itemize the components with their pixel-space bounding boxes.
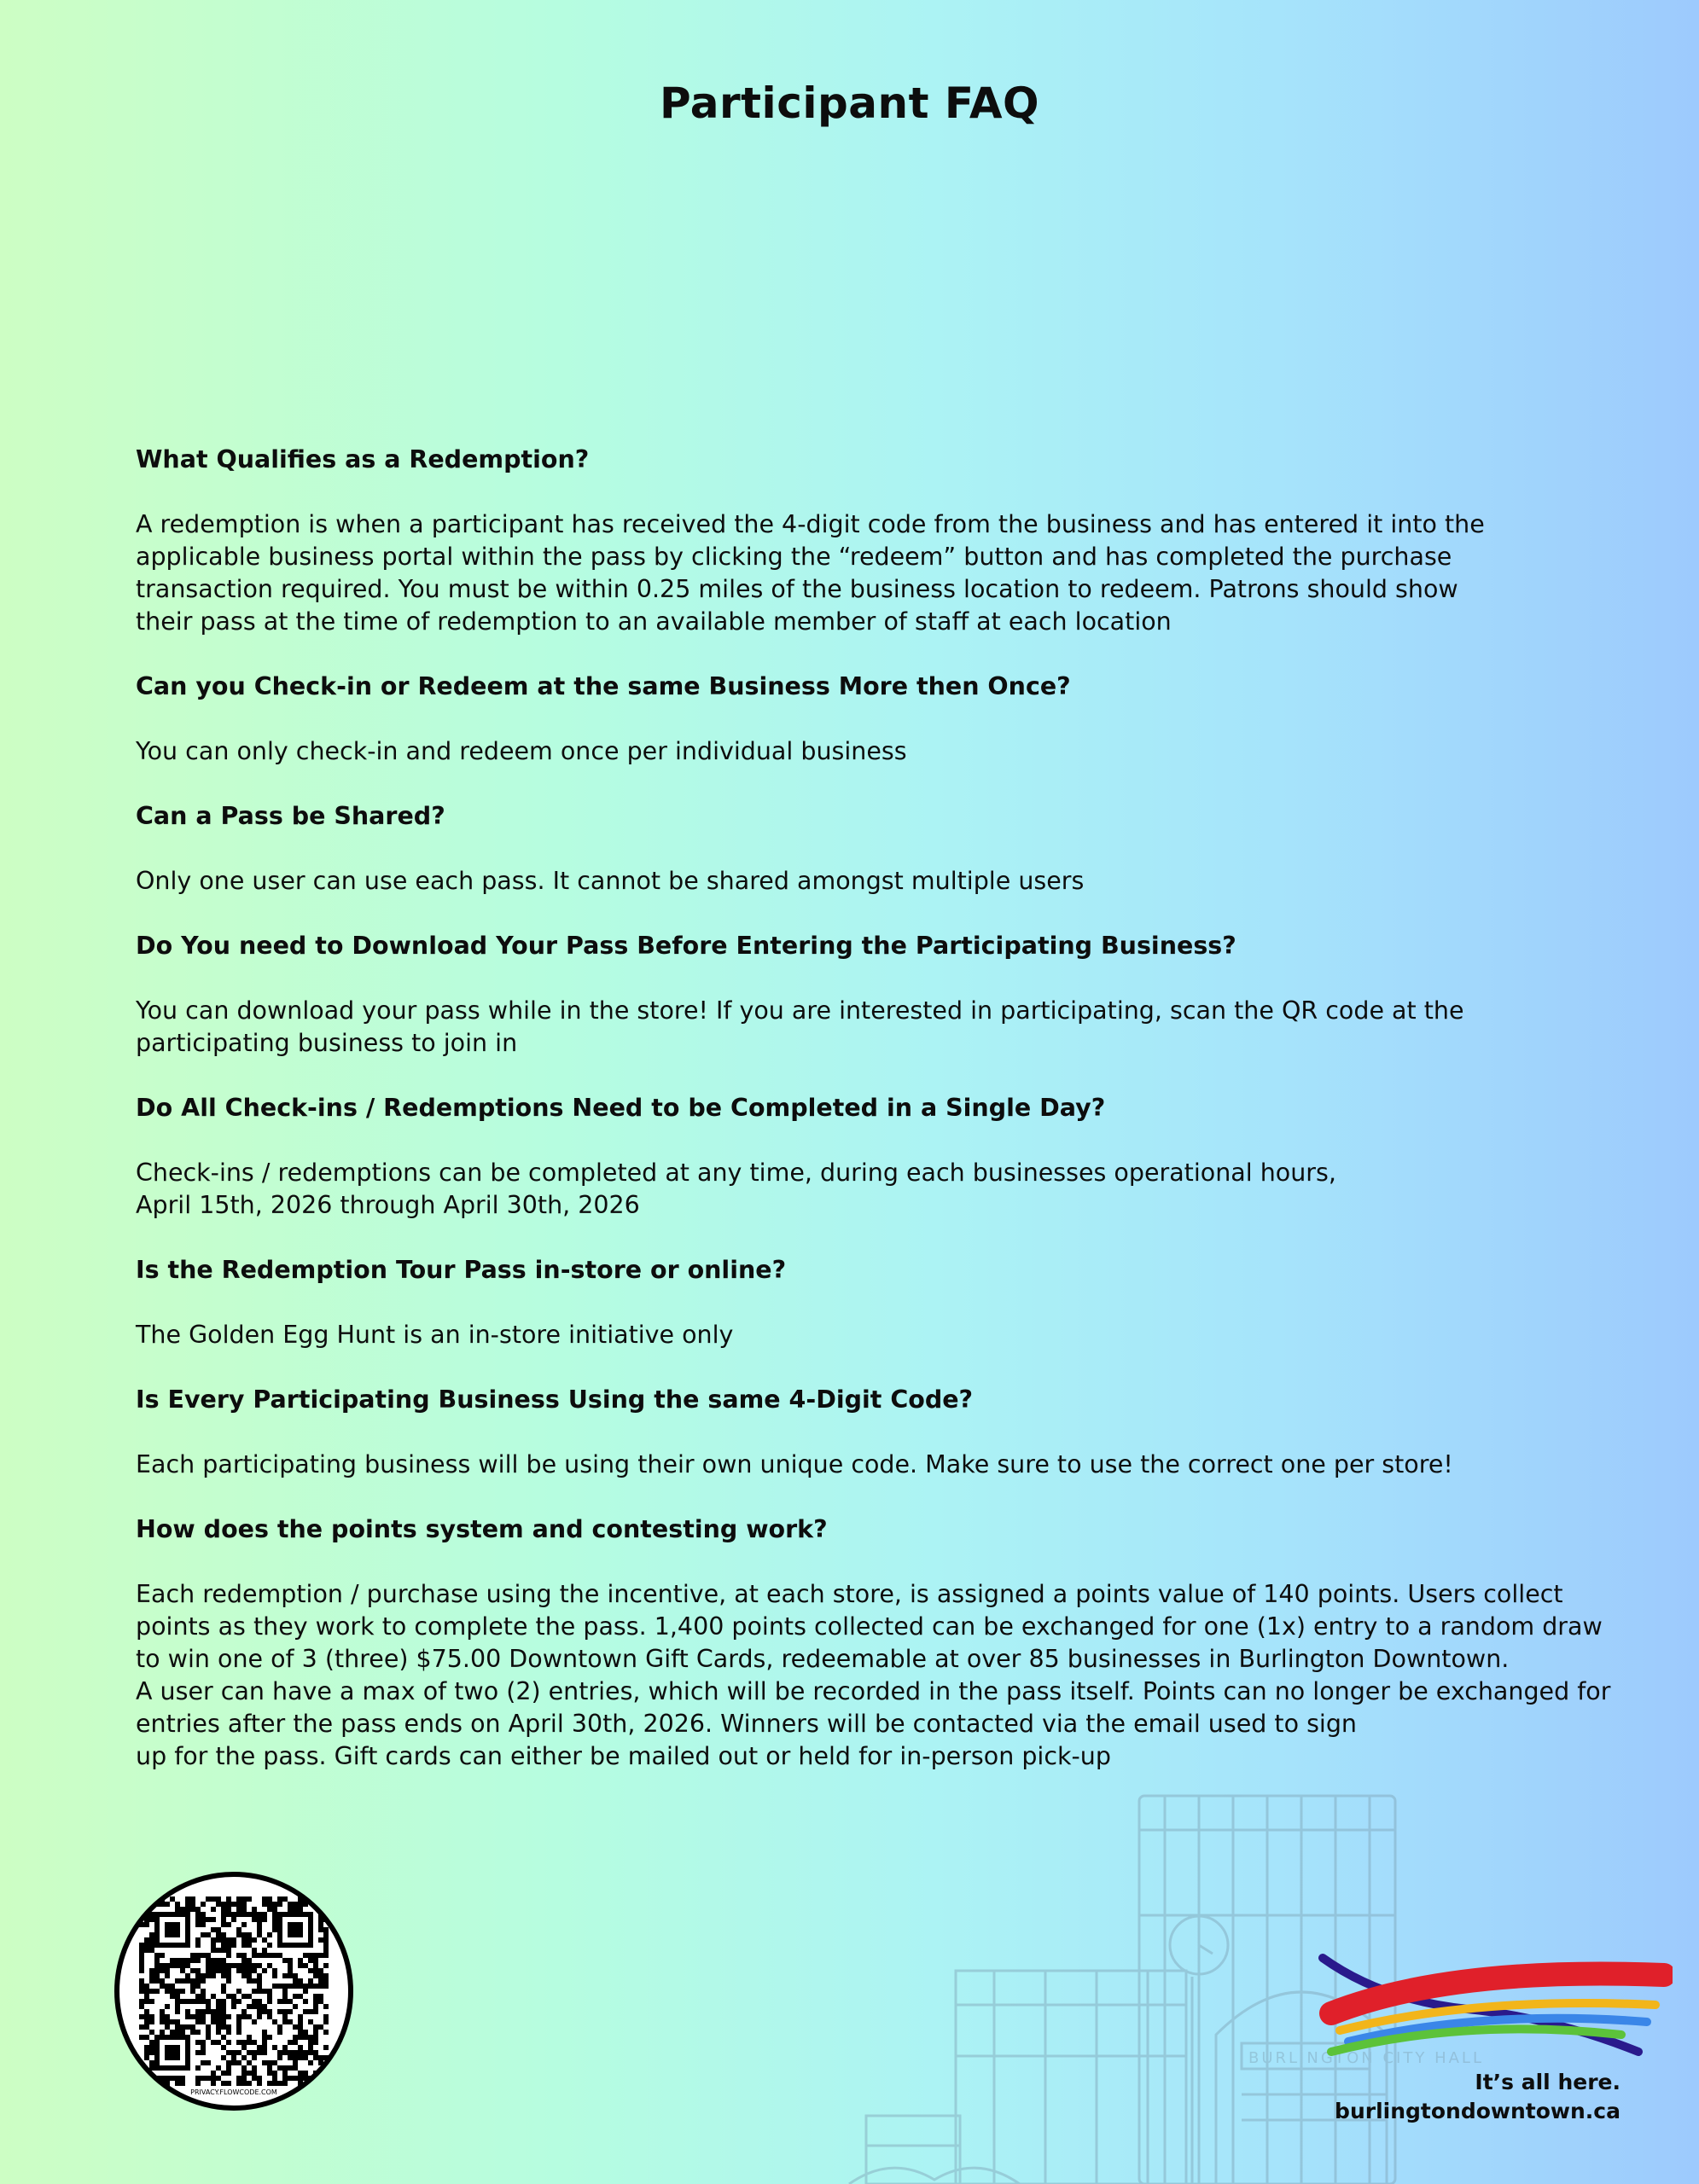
faq-item bbox=[136, 671, 1638, 768]
qr-caption: PRIVACY.FLOWCODE.COM bbox=[190, 2088, 277, 2096]
faq-question: Is the Redemption Tour Pass in-store or online? bbox=[136, 1256, 787, 1284]
faq-question: Is Every Participating Business Using the same 4-Digit Code? bbox=[136, 1385, 974, 1414]
page-title: Participant FAQ bbox=[659, 78, 1040, 128]
faq-item bbox=[136, 800, 1638, 897]
faq-question: Do All Check-ins / Redemptions Need to be Completed in a Single Day? bbox=[136, 1094, 1106, 1122]
faq-question: Do You need to Download Your Pass Before Entering the Participating Business? bbox=[136, 932, 1236, 960]
faq-question: Can a Pass be Shared? bbox=[136, 802, 445, 830]
faq-list bbox=[136, 444, 1638, 1805]
faq-item bbox=[136, 1092, 1638, 1222]
qr-code[interactable] bbox=[113, 1871, 354, 2111]
website-link[interactable]: burlingtondowntown.ca bbox=[1335, 2099, 1620, 2123]
faq-item bbox=[136, 1513, 1638, 1773]
city-hall-sign: BURLINGTON CITY HALL bbox=[1248, 2049, 1484, 2067]
faq-item bbox=[136, 444, 1638, 638]
faq-question: Can you Check-in or Redeem at the same Business More then Once? bbox=[136, 672, 1071, 700]
faq-answer: Only one user can use each pass. It cannot be shared amongst multiple users bbox=[136, 867, 1085, 895]
faq-question: How does the points system and contesting work? bbox=[136, 1515, 828, 1543]
faq-item bbox=[136, 930, 1638, 1060]
faq-answer: The Golden Egg Hunt is an in-store initiative only bbox=[136, 1321, 734, 1349]
footer-tagline bbox=[1335, 2068, 1620, 2126]
qr-finder-top-left bbox=[154, 1912, 190, 1948]
qr-finder-top-right bbox=[277, 1912, 313, 1948]
faq-answer: You can only check-in and redeem once per individual business bbox=[136, 737, 907, 765]
faq-question: What Qualifies as a Redemption? bbox=[136, 445, 590, 473]
faq-answer: Each redemption / purchase using the incentive, at each store, is assigned a points value of 140 points. Users collect points as they work to complete the pass. 1,400 points collected can be exchanged for one (1x) entry to a random draw to win one of 3 (three) $75.00 Downtown Gift Cards, redeemable at over 85 businesses in Burlington Downtown. A user can have a max of two (2) entries, which will be recorded in the pass itself. Points can no longer be exchanged for entries after the pass ends on April 30th, 2026. Winners will be contacted via the email used to sign up for the pass. Gift cards can either be mailed out or held for in-person pick-up bbox=[136, 1580, 1611, 1770]
faq-answer: You can download your pass while in the store! If you are interested in participating, scan the QR code at the participating business to join in bbox=[136, 996, 1464, 1057]
faq-item bbox=[136, 1254, 1638, 1351]
faq-answer: Check-ins / redemptions can be completed at any time, during each businesses operational hours, April 15th, 2026 through April 30th, 2026 bbox=[136, 1159, 1336, 1219]
qr-finder-bottom-left bbox=[154, 2035, 190, 2071]
tagline-text: It’s all here. bbox=[1475, 2070, 1620, 2094]
faq-answer: A redemption is when a participant has received the 4-digit code from the business and has entered it into the applicable business portal within the pass by clicking the “redeem” button and has completed the purchase transaction required. You must be within 0.25 miles of the business location to redeem. Patrons should show their pass at the time of redemption to an available member of staff at each location bbox=[136, 510, 1485, 636]
faq-item bbox=[136, 1384, 1638, 1481]
faq-answer: Each participating business will be using their own unique code. Make sure to use the correct one per store! bbox=[136, 1450, 1453, 1478]
downtown-swoosh-logo bbox=[1314, 1949, 1673, 2069]
